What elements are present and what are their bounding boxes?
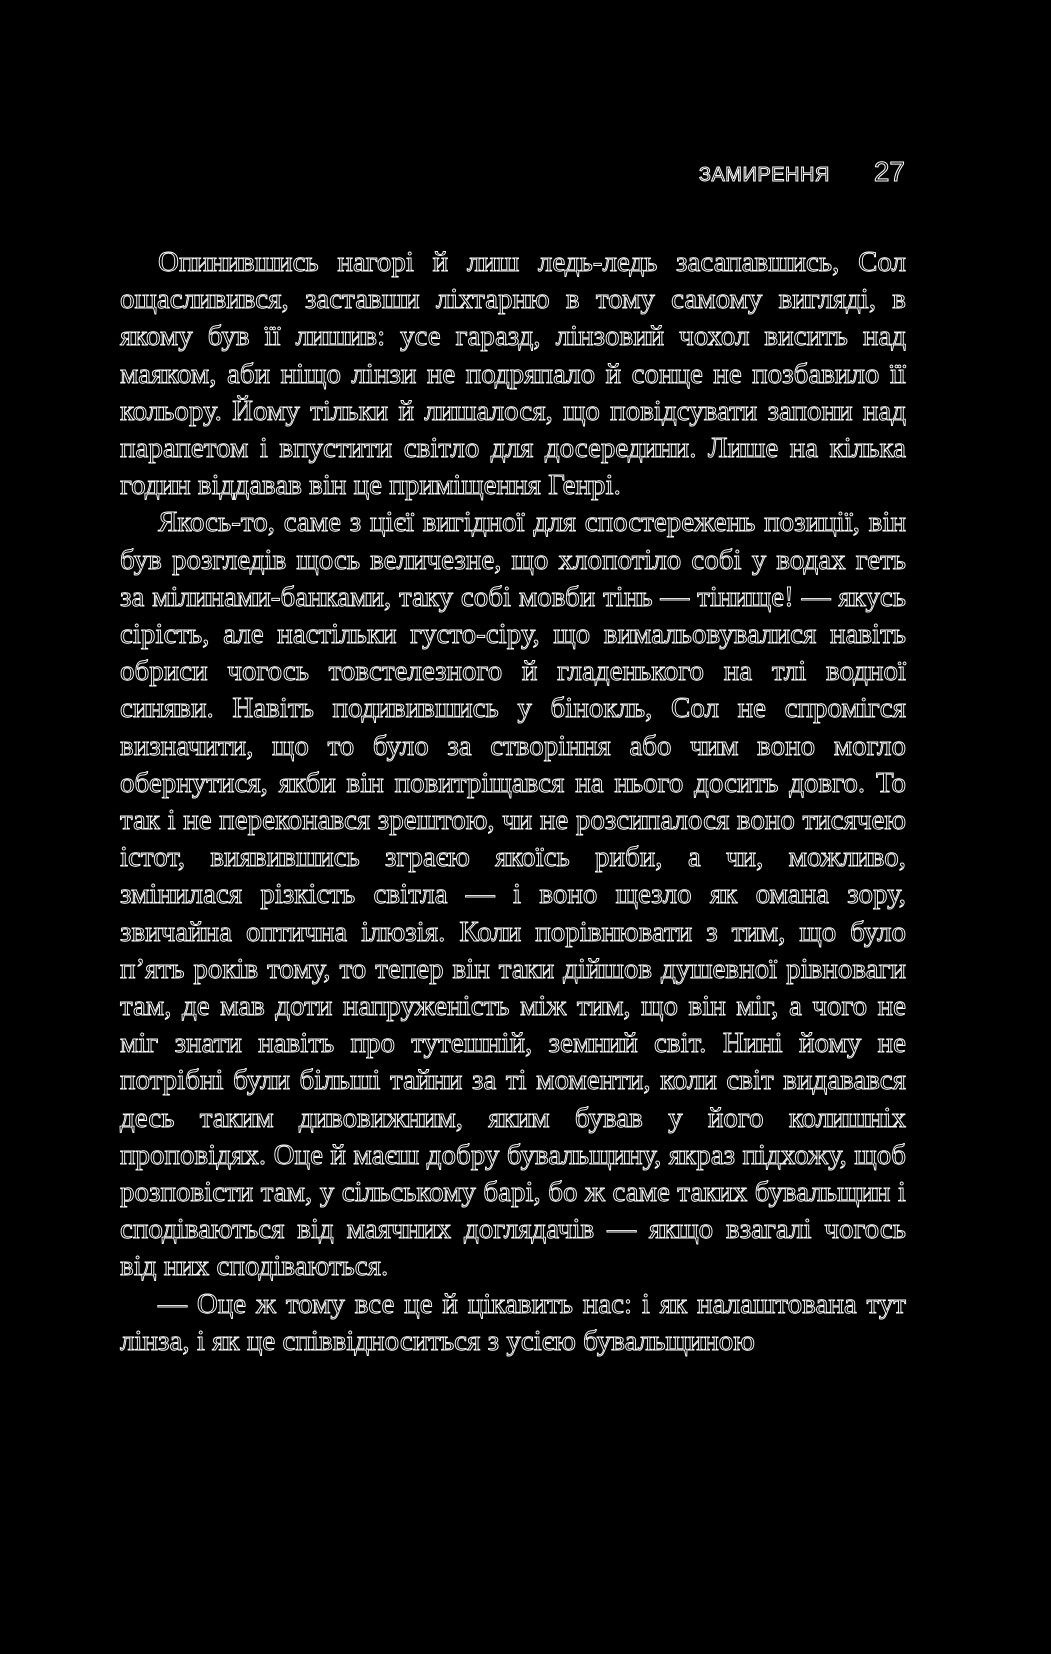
paragraph: — Оце ж тому все це й цікавить нас: і як налаштована тут лінза, і як це співвідноситься з усією бувальщиною bbox=[120, 1287, 906, 1357]
paragraph: Якось-то, саме з цієї вигідної для спостережень позиції, він був розгледів щось величезне, що хлопотіло собі у водах геть за мілинами-банками, таку собі мовби тінь — тінище! — якусь сірість, але настільки густо-сіру, що вимальовувалися навіть обриси чогось товстелезного й гладенького на тлі водної синяви. Навіть подивившись у бінокль, Сол не спромігся визначити, що то було за створіння або чим воно могло обернутися, якби він повитріщався на нього досить довго. То так і не переконався зрештою, чи не розсипалося воно тисячею істот, виявившись зграєю якоїсь риби, а чи, можливо, змінилася різкість світла — і воно щезло як омана зору, звичайна оптична ілюзія. Коли порівнювати з тим, що було п’ять років тому, то тепер він таки дійшов душевної рівноваги там, де мав доти напруженість між тим, що він міг, а чого не міг знати навіть про тутешній, земний світ. Нині йому не потрібні були більші тайни за ті моменти, коли світ видавався десь таким дивовижним, яким бував у його колишніх проповідях. Оце й маєш добру бувальщину, якраз підхожу, щоб розповісти там, у сільському барі, бо ж саме таких бувальщин і сподіваються від маячних доглядачів — якщо взагалі чогось від них сподіваються. bbox=[120, 506, 906, 1283]
body-text bbox=[120, 244, 906, 1360]
running-head bbox=[699, 156, 905, 188]
chapter-title: ЗАМИРЕННЯ bbox=[698, 164, 830, 186]
page-number: 27 bbox=[873, 156, 905, 187]
paragraph: Опинившись нагорі й лиш ледь-ледь засапавшись, Сол ощасливився, заставши ліхтарню в тому самому вигляді, в якому був її лишив: усе гаразд, лінзовий чохол висить над маяком, аби ніщо лінзи не подряпало й сонце не позбавило її кольору. Йому тільки й лишалося, що повідсувати запони над парапетом і впустити світло для досередини. Лише на кілька годин віддавав він це приміщення Генрі. bbox=[120, 246, 906, 502]
